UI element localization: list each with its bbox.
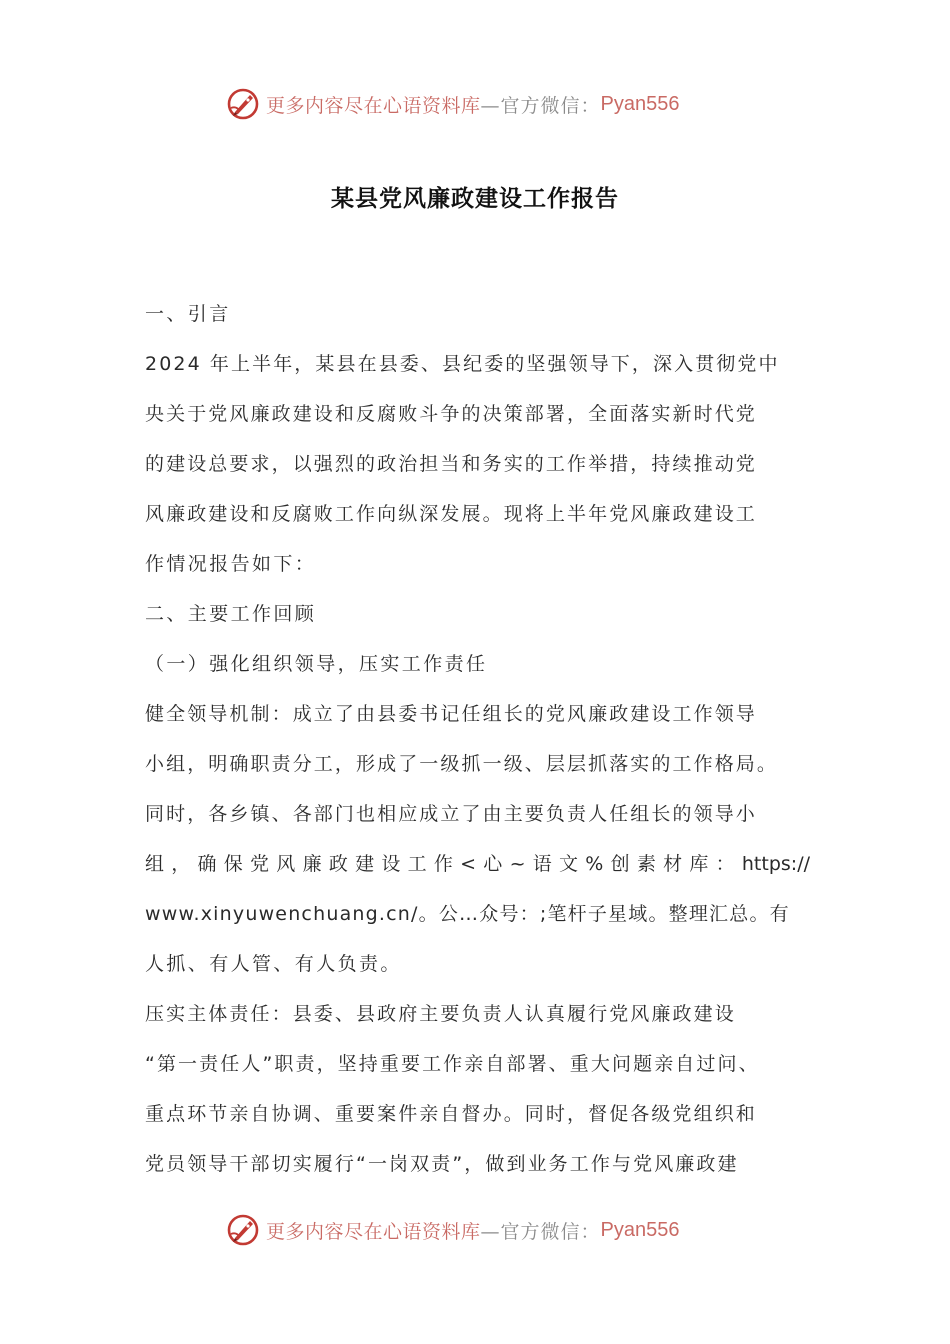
paragraph-line: 压实主体责任：县委、县政府主要负责人认真履行党风廉政建设 [145, 1003, 736, 1025]
paragraph-line: 的建设总要求，以强烈的政治担当和务实的工作举措，持续推动党 [145, 453, 757, 475]
paragraph-line: 风廉政建设和反腐败工作向纵深发展。现将上半年党风廉政建设工 [145, 503, 757, 525]
paragraph-line: 人抓、有人管、有人负责。 [145, 953, 402, 975]
paragraph-line: 小组，明确职责分工，形成了一级抓一级、层层抓落实的工作格局。 [145, 753, 779, 775]
pen-logo-icon [226, 87, 260, 121]
document-title: 某县党风廉政建设工作报告 [331, 185, 619, 212]
section-heading: 二、主要工作回顾 [145, 603, 317, 625]
paragraph-line: www.xinyuwenchuang.cn/。公…众号：;笔杆子星域。整理汇总。有 [145, 903, 790, 925]
paragraph-line: 组，确保党风廉政建设工作<心~语文%创素材库：https:// [145, 853, 810, 875]
paragraph-line: 作情况报告如下： [145, 553, 317, 575]
paragraph-line: 党员领导干部切实履行“一岗双责”，做到业务工作与党风廉政建 [145, 1153, 739, 1175]
pen-logo-icon [226, 1213, 260, 1247]
paragraph-line: 2024 年上半年，某县在县委、县纪委的坚强领导下，深入贯彻党中 [145, 353, 780, 375]
paragraph-line: 健全领导机制：成立了由县委书记任组长的党风廉政建设工作领导 [145, 703, 757, 725]
watermark-official-label: —官方微信： [480, 1220, 601, 1243]
section-heading: 一、引言 [145, 303, 231, 325]
document-body [145, 289, 810, 1189]
paragraph-line: 重点环节亲自协调、重要案件亲自督办。同时，督促各级党组织和 [145, 1103, 757, 1125]
subsection-heading: （一）强化组织领导，压实工作责任 [145, 653, 488, 675]
watermark-banner-bottom [226, 1210, 680, 1250]
watermark-text: 更多内容尽在心语资料库 [266, 1220, 481, 1243]
watermark-official-label: —官方微信： [480, 94, 601, 117]
watermark-text: 更多内容尽在心语资料库 [266, 94, 481, 117]
watermark-wechat-id: Pyan556 [600, 1218, 680, 1241]
watermark-banner-top [226, 84, 680, 124]
paragraph-line: 央关于党风廉政建设和反腐败斗争的决策部署，全面落实新时代党 [145, 403, 757, 425]
paragraph-line: “第一责任人”职责，坚持重要工作亲自部署、重大问题亲自过问、 [145, 1053, 760, 1075]
paragraph-line: 同时，各乡镇、各部门也相应成立了由主要负责人任组长的领导小 [145, 803, 757, 825]
watermark-wechat-id: Pyan556 [600, 92, 680, 115]
